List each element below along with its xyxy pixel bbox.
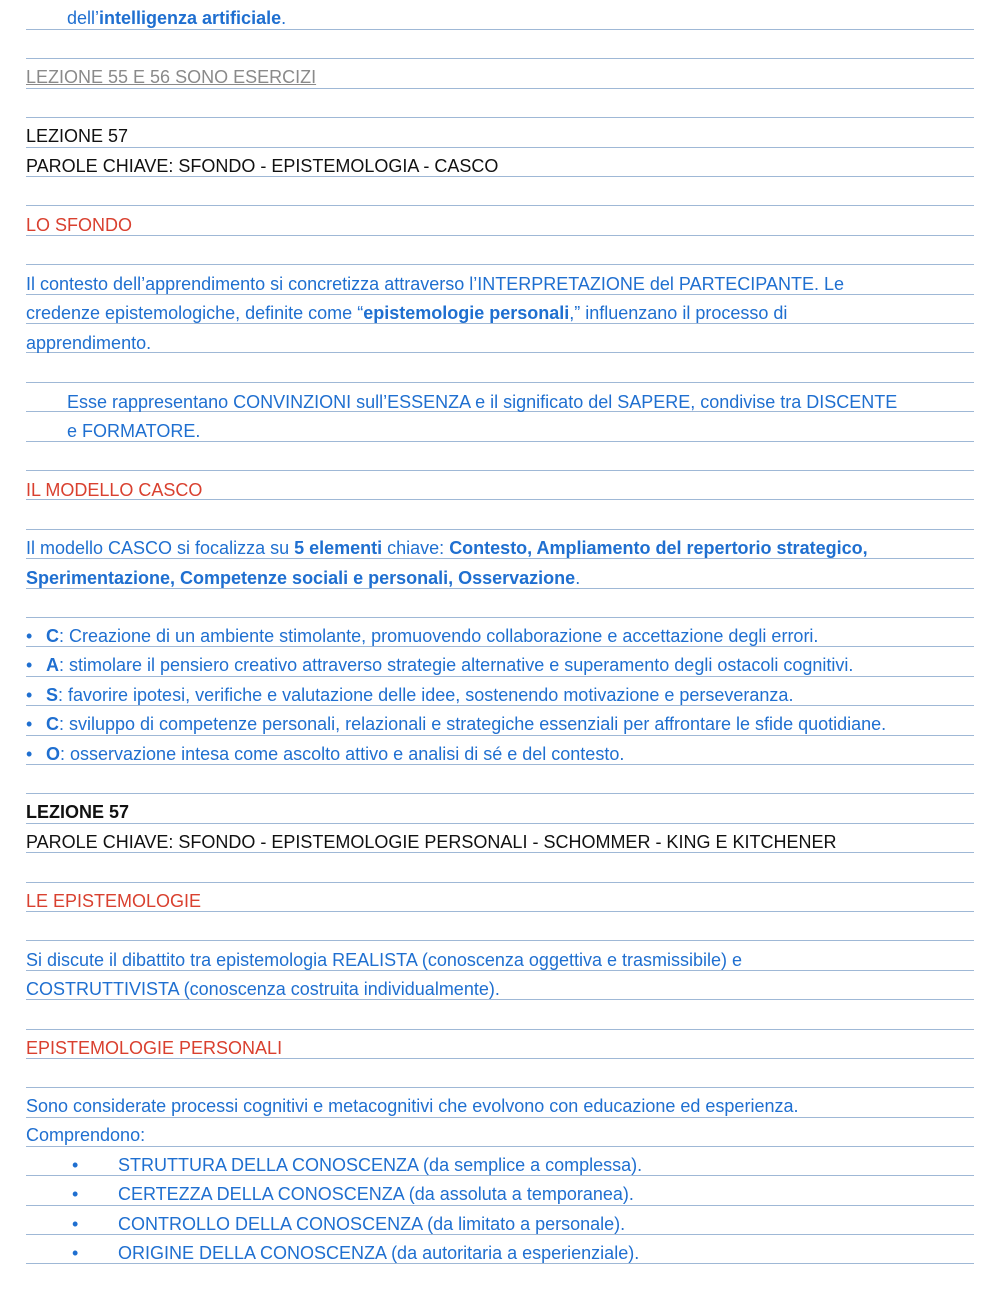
sfondo-bold-term: epistemologie personali — [363, 303, 570, 323]
lesson-57-keywords: PAROLE CHIAVE: SFONDO - EPISTEMOLOGIA - CASCO — [26, 156, 499, 176]
casco-bold-elements: Sperimentazione, Competenze sociali e personali, Osservazione — [26, 568, 576, 588]
casco-item-text: : stimolare il pensiero creativo attraverso strategie alternative e superamento degli ostacoli cognitivi. — [59, 655, 854, 675]
casco-heading: IL MODELLO CASCO — [26, 480, 203, 500]
sfondo-text: ,” influenzano il processo di — [569, 303, 788, 323]
ruled-line — [26, 264, 974, 265]
bullet-icon: • — [26, 744, 33, 764]
personali-list-item — [26, 1180, 974, 1209]
ruled-line — [26, 940, 974, 941]
sfondo-text: credenze epistemologiche, definite come “ — [26, 303, 364, 323]
lesson-57b-keywords: PAROLE CHIAVE: SFONDO - EPISTEMOLOGIE PERSONALI - SCHOMMER - KING E KITCHENER — [26, 832, 837, 852]
ruled-line — [26, 117, 974, 118]
bullet-icon: • — [26, 685, 33, 705]
personali-paragraph-line: Comprendono: — [26, 1125, 146, 1145]
sfondo-paragraph-line — [26, 299, 974, 328]
intro-text: dell’ — [67, 8, 100, 28]
casco-paragraph-line — [26, 564, 974, 593]
intro-text-end: . — [281, 8, 287, 28]
bullet-icon: • — [72, 1184, 79, 1204]
intro-text-line — [67, 4, 1000, 33]
intro-text-bold: intelligenza artificiale — [99, 8, 282, 28]
ruled-line — [26, 58, 974, 59]
casco-item-text: : Creazione di un ambiente stimolante, promuovendo collaborazione e accettazione degli errori. — [59, 626, 819, 646]
personali-paragraph-line: Sono considerate processi cognitivi e metacognitivi che evolvono con educazione ed esperienza. — [26, 1096, 799, 1116]
sfondo-paragraph-line: Il contesto dell’apprendimento si concretizza attraverso l’INTERPRETAZIONE del PARTECIPANTE. Le — [26, 274, 844, 294]
bullet-icon: • — [26, 626, 33, 646]
casco-paragraph-line — [26, 534, 974, 563]
casco-list-item — [26, 740, 974, 769]
personali-item-text: CERTEZZA DELLA CONOSCENZA (da assoluta a temporanea). — [118, 1184, 634, 1204]
casco-item-text: : sviluppo di competenze personali, relazionali e strategiche essenziali per affrontare le sfide quotidiane. — [59, 714, 887, 734]
epistemologie-heading: LE EPISTEMOLOGIE — [26, 891, 202, 911]
casco-item-text: : favorire ipotesi, verifiche e valutazione delle idee, sostenendo motivazione e perseveranza. — [58, 685, 794, 705]
casco-list-item — [26, 681, 974, 710]
ruled-line — [26, 470, 974, 471]
casco-item-letter: A — [46, 655, 59, 675]
casco-text: . — [575, 568, 581, 588]
ruled-line — [26, 617, 974, 618]
casco-item-letter: C — [46, 714, 59, 734]
bullet-icon: • — [26, 655, 33, 675]
bullet-icon: • — [72, 1243, 79, 1263]
personali-list-item — [26, 1151, 974, 1180]
lesson-57-title: LEZIONE 57 — [26, 126, 129, 146]
ruled-line — [26, 793, 974, 794]
ruled-line — [26, 1029, 974, 1030]
ruled-line — [26, 529, 974, 530]
epistemologie-paragraph-line: Si discute il dibattito tra epistemologia REALISTA (conoscenza oggettiva e trasmissibile) e — [26, 950, 743, 970]
casco-list-item — [26, 710, 974, 739]
sfondo-heading: LO SFONDO — [26, 215, 133, 235]
casco-item-letter: C — [46, 626, 59, 646]
bullet-icon: • — [72, 1155, 79, 1175]
ruled-line — [26, 1087, 974, 1088]
bullet-icon: • — [72, 1214, 79, 1234]
sfondo-quote-line: Esse rappresentano CONVINZIONI sull’ESSENZA e il significato del SAPERE, condivise tra DISCENTE — [67, 392, 898, 412]
casco-list-item — [26, 651, 974, 680]
casco-item-text: : osservazione intesa come ascolto attivo e analisi di sé e del contesto. — [60, 744, 625, 764]
personali-list-item — [26, 1239, 974, 1268]
casco-bold-elements: Contesto, Ampliamento del repertorio strategico, — [449, 538, 868, 558]
casco-bold-count: 5 elementi — [294, 538, 383, 558]
personali-item-text: STRUTTURA DELLA CONOSCENZA (da semplice a complessa). — [118, 1155, 643, 1175]
lesson-55-56-link[interactable]: LEZIONE 55 E 56 SONO ESERCIZI — [26, 67, 317, 87]
lesson-57b-title: LEZIONE 57 — [26, 802, 130, 822]
personali-heading: EPISTEMOLOGIE PERSONALI — [26, 1038, 283, 1058]
casco-text: chiave: — [382, 538, 450, 558]
ruled-line — [26, 382, 974, 383]
sfondo-paragraph-line: apprendimento. — [26, 333, 152, 353]
ruled-line — [26, 882, 974, 883]
ruled-line — [26, 205, 974, 206]
casco-text: Il modello CASCO si focalizza su — [26, 538, 295, 558]
bullet-icon: • — [26, 714, 33, 734]
personali-item-text: CONTROLLO DELLA CONOSCENZA (da limitato a personale). — [118, 1214, 626, 1234]
epistemologie-paragraph-line: COSTRUTTIVISTA (conoscenza costruita individualmente). — [26, 979, 500, 999]
personali-list-item — [26, 1210, 974, 1239]
casco-list-item — [26, 622, 974, 651]
casco-item-letter: S — [46, 685, 59, 705]
personali-item-text: ORIGINE DELLA CONOSCENZA (da autoritaria a esperienziale). — [118, 1243, 640, 1263]
casco-item-letter: O — [46, 744, 61, 764]
sfondo-quote-line: e FORMATORE. — [67, 421, 201, 441]
